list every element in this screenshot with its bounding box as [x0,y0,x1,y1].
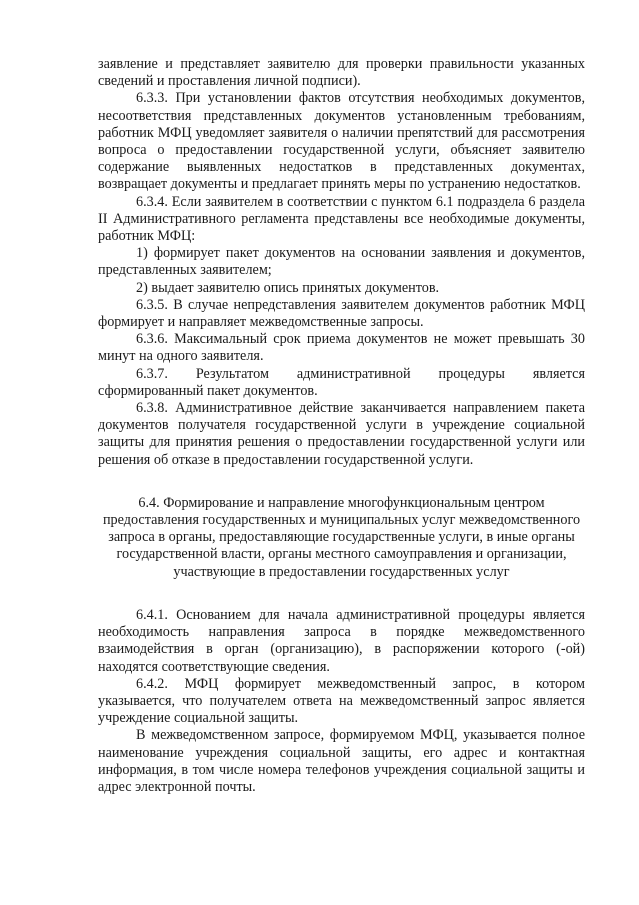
paragraph-6-3-3: 6.3.3. При установлении фактов отсутствия необходимых документов, несоответствия представленных документов установленным требованиям, работник МФЦ уведомляет заявителя о наличии препятствий для рассмотрения вопроса о предоставлении государственной услуги, объясняет заявителю содержание выявленных недостатков в представленных документах, возвращает документы и предлагает принять меры по устранению недостатков. [98,90,585,193]
paragraph-6-3-5: 6.3.5. В случае непредставления заявителем документов работник МФЦ формирует и направляет межведомственные запросы. [98,296,585,331]
paragraph-6-3-4: 6.3.4. Если заявителем в соответствии с пунктом 6.1 подраздела 6 раздела II Административного регламента представлены все необходимые документы, работник МФЦ: [98,193,585,245]
paragraph-6-3-8: 6.3.8. Административное действие заканчивается направлением пакета документов получателя государственной услуги в учреждение социальной защиты для принятия решения о предоставлении государственной услуги или решения об отказе в предоставлении государственной услуги. [98,400,585,468]
document-body [98,56,585,796]
paragraph-6-4-2: 6.4.2. МФЦ формирует межведомственный запрос, в котором указывается, что получателем ответа на межведомственный запрос является учреждение социальной защиты. [98,675,585,727]
list-item-2: 2) выдает заявителю опись принятых документов. [136,279,440,296]
paragraph-continuation: заявление и представляет заявителю для проверки правильности указанных сведений и проставления личной подписи). [98,56,585,90]
paragraph-6-3-7: 6.3.7. Результатом административной процедуры является сформированный пакет документов. [98,365,585,399]
paragraph-request-contents: В межведомственном запросе, формируемом МФЦ, указывается полное наименование учреждения социальной защиты, его адрес и контактная информация, в том числе номера телефонов учреждения социальной защиты и адрес электронной почты. [98,727,585,795]
section-heading-6-4: 6.4. Формирование и направление многофункциональным центром предоставления государственных и муниципальных услуг межведомственного запроса в органы, предоставляющие государственные услуги, в иные органы государственной власти, органы местного самоуправления и организации, участвующие в предоставлении государственных услуг [102,494,581,580]
list-item-1: 1) формирует пакет документов на основании заявления и документов, представленных заявителем; [98,245,585,279]
paragraph-6-4-1: 6.4.1. Основанием для начала административной процедуры является необходимость направления запроса в порядке межведомственного взаимодействия в орган (организацию), в распоряжении которого (-ой) находятся соответствующие сведения. [98,606,585,675]
paragraph-6-3-6: 6.3.6. Максимальный срок приема документов не может превышать 30 минут на одного заявителя. [98,331,585,365]
